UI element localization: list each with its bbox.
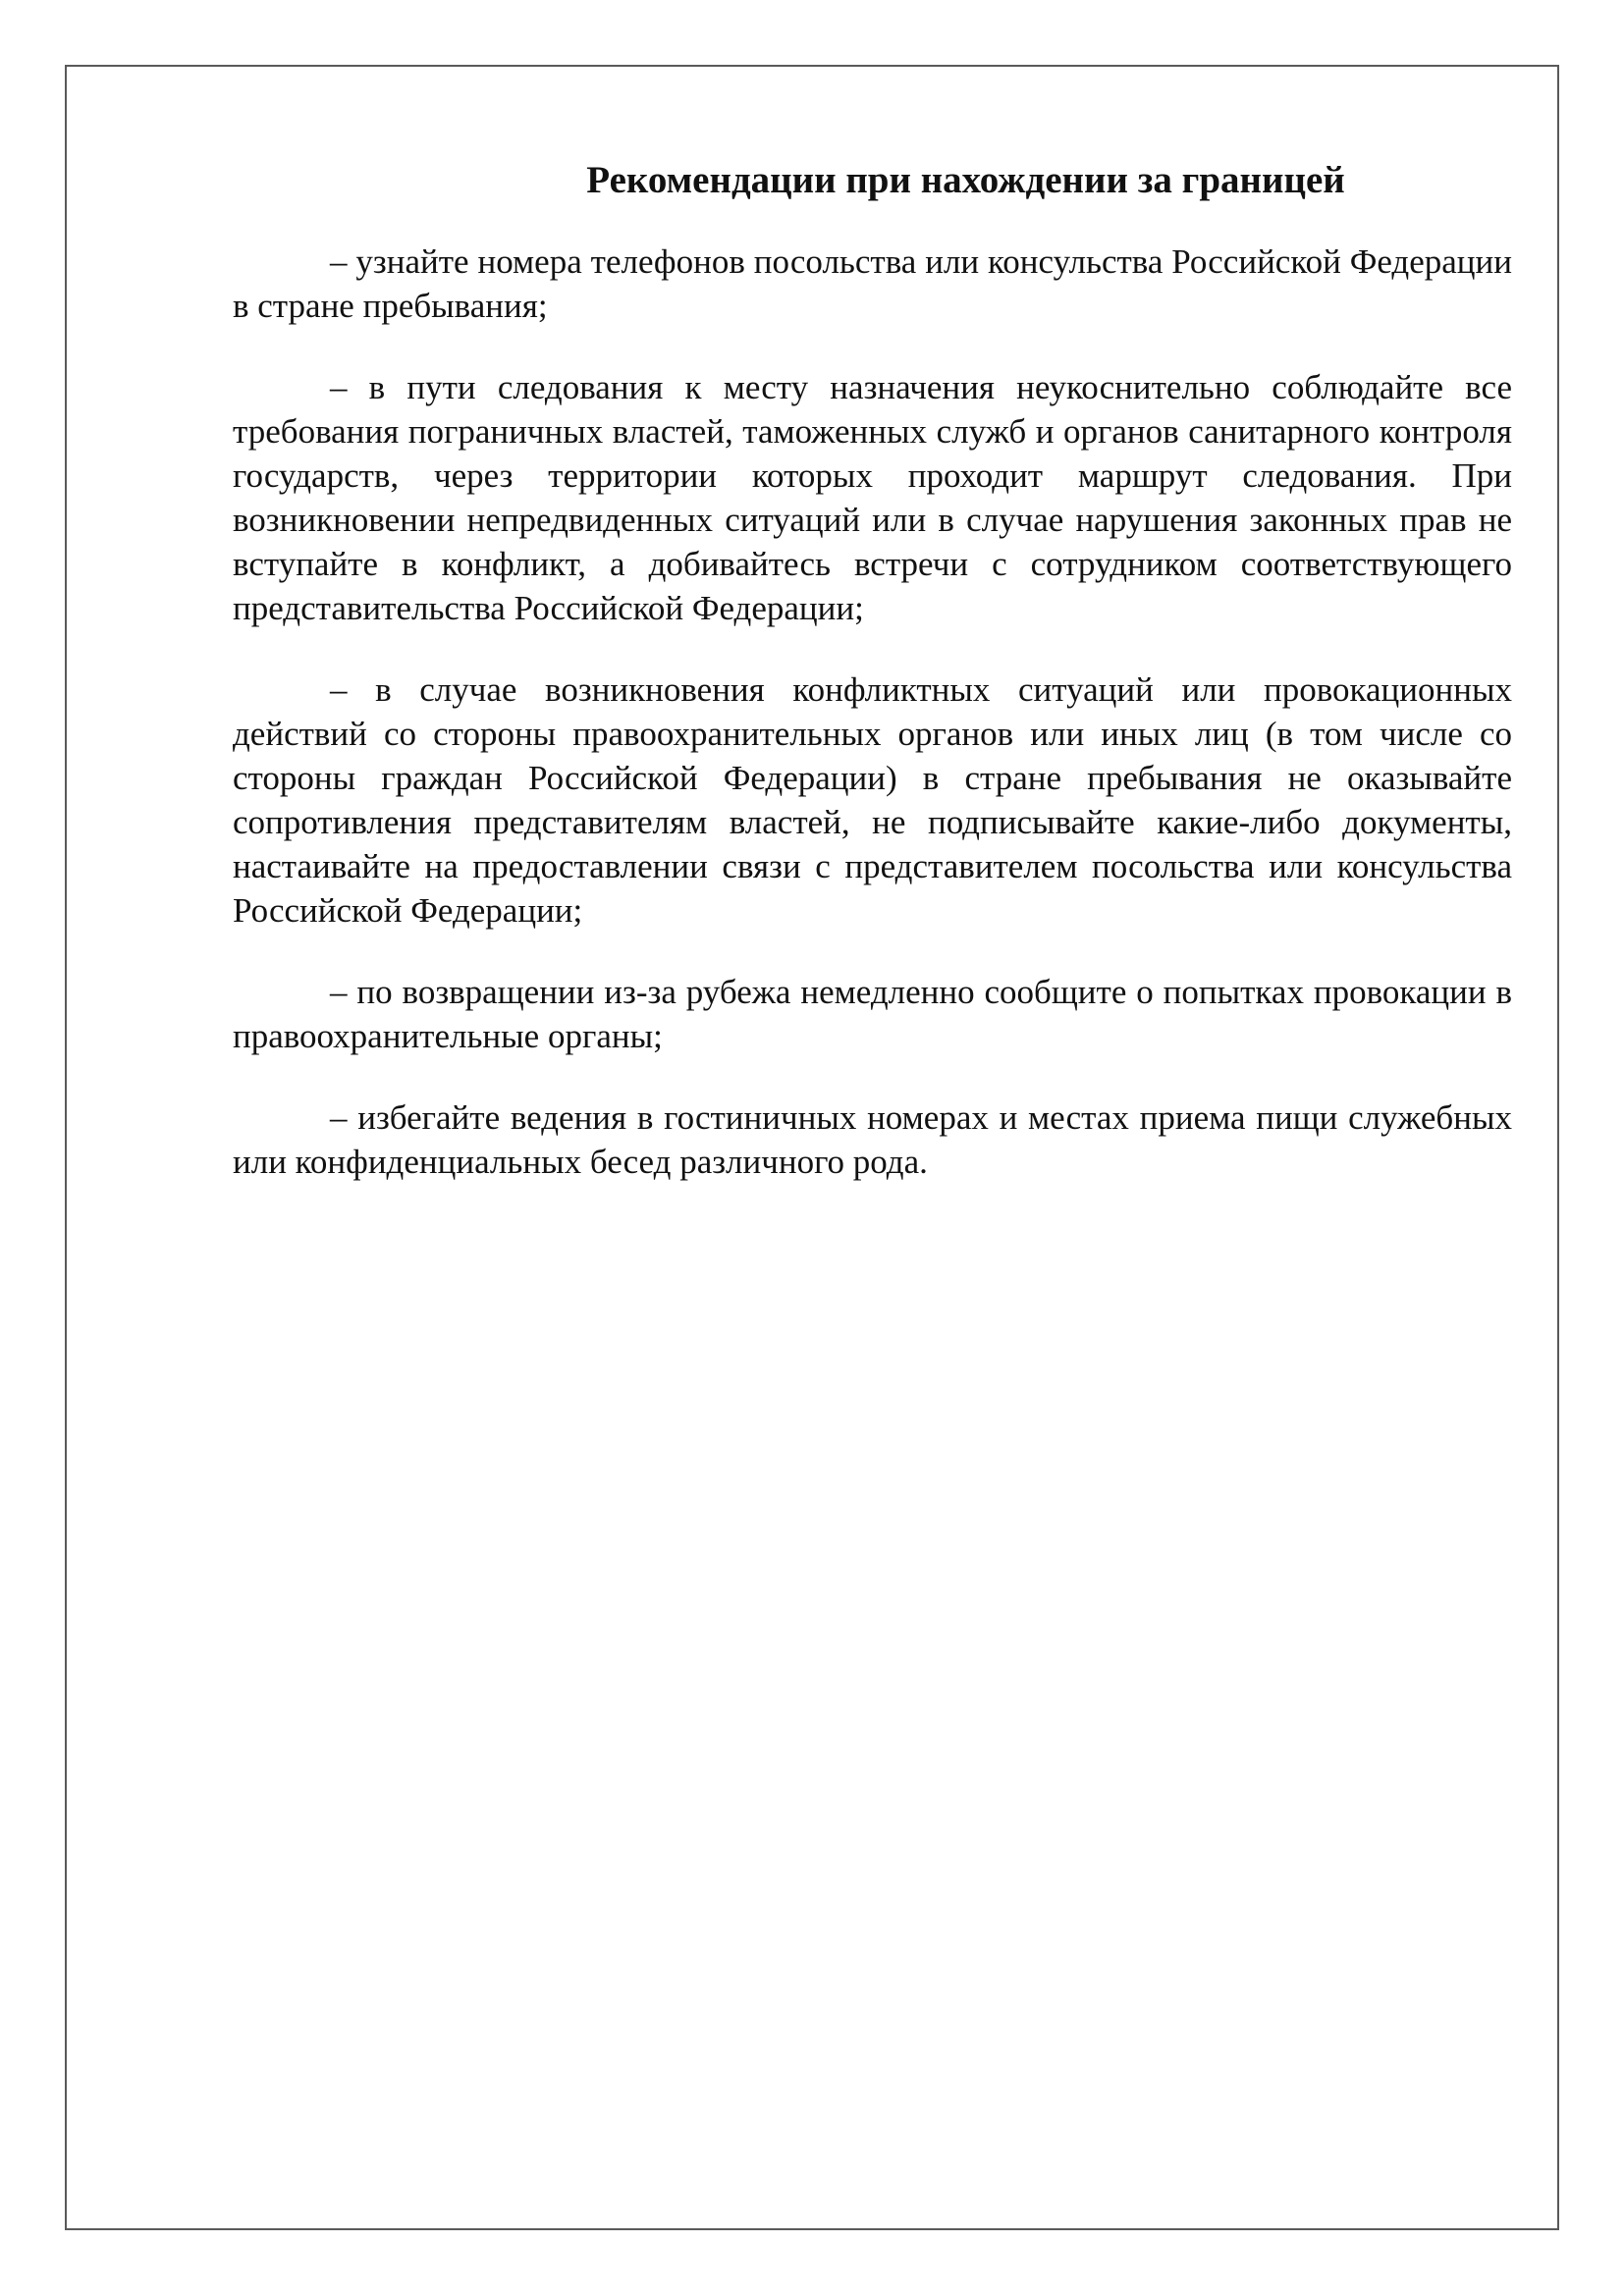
recommendation-paragraph: – в пути следования к месту назначения неукоснительно соблюдайте все требования пограничных властей, таможенных служб и органов санитарного контроля государств, через территории которых проходит маршрут следования. При возникновении непредвиденных ситуаций или в случае нарушения законных прав не вступайте в конфликт, а добивайтесь встречи с сотрудником соответствующего представительства Российской Федерации; <box>233 368 1512 627</box>
recommendation-paragraph: – в случае возникновения конфликтных ситуаций или провокационных действий со стороны правоохранительных органов или иных лиц (в том числе со стороны граждан Российской Федерации) в стране пребывания не оказывайте сопротивления представителям властей, не подписывайте какие-либо документы, настаивайте на предоставлении связи с представителем посольства или консульства Российской Федерации; <box>233 670 1512 930</box>
recommendation-paragraph: – узнайте номера телефонов посольства или консульства Российской Федерации в стране пребывания; <box>233 242 1512 325</box>
recommendation-paragraph: – избегайте ведения в гостиничных номерах и местах приема пищи служебных или конфиденциальных бесед различного рода. <box>233 1098 1512 1181</box>
document-body <box>233 157 1512 1221</box>
document-title: Рекомендации при нахождении за границей <box>586 159 1345 201</box>
recommendation-paragraph: – по возвращении из-за рубежа немедленно сообщите о попытках провокации в правоохранительные органы; <box>233 973 1512 1055</box>
